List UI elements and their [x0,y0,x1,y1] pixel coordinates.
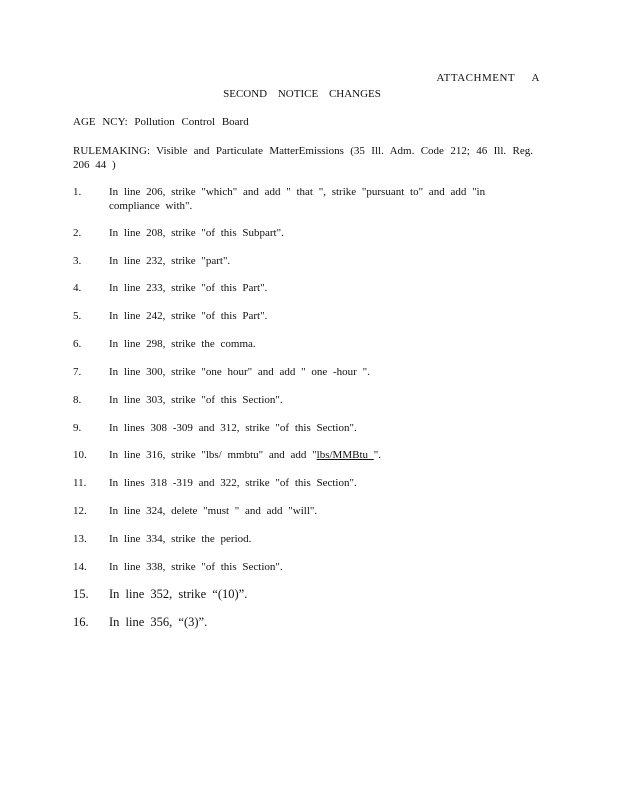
item-number: 5. [73,310,82,322]
item-text: In line 303, strike "of this Section". [109,394,283,406]
item-text: In line 208, strike "of this Subpart". [109,227,284,239]
item-text-after: ". [373,449,382,461]
item-text: In lines 308 -309 and 312, strike "of this Section". [109,422,357,434]
item-text: In line 206, strike "which" and add " that ", strike "pursuant to" and add "in compliance with". [109,186,486,212]
item-number: 3. [73,255,82,267]
item-number: 7. [73,366,82,378]
item-number: 6. [73,338,82,350]
agency-line: AGE NCY: Pollution Control Board [73,116,249,128]
item-number: 15. [73,587,89,601]
item-text: In line 334, strike the period. [109,533,252,545]
item-text: In line 338, strike "of this Section". [109,561,283,573]
item-number: 9. [73,422,82,434]
item-text: In line 242, strike "of this Part". [109,310,268,322]
item-number: 1. [73,186,82,198]
item-text [109,448,517,462]
item-text: In line 233, strike "of this Part". [109,282,268,294]
item-number: 11. [73,477,87,489]
item-text: In line 356, “(3)”. [109,615,208,629]
attachment-label: ATTACHMENT A [436,72,540,84]
item-text: In line 232, strike "part". [109,255,231,267]
item-number: 4. [73,282,82,294]
item-text: In line 298, strike the comma. [109,338,256,350]
item-text: In lines 318 -319 and 322, strike "of this Section". [109,477,357,489]
item-number: 13. [73,533,87,545]
item-number: 16. [73,615,89,629]
item-number: 10. [73,449,87,461]
item-number: 12. [73,505,87,517]
item-number: 14. [73,561,87,573]
item-number: 8. [73,394,82,406]
item-text: In line 300, strike "one hour" and add " one -hour ". [109,366,370,378]
underlined-replacement: lbs/MMBtu [316,449,374,461]
item-number: 2. [73,227,82,239]
item-text-before: In line 316, strike "lbs/ mmbtu" and add " [109,449,317,461]
document-title: SECOND NOTICE CHANGES [223,88,381,100]
item-text: In line 352, strike “(10)”. [109,587,248,601]
rulemaking-line: RULEMAKING: Visible and Particulate MatterEmissions (35 Ill. Adm. Code 212; 46 Ill. Reg. 206 44 ) [73,145,533,171]
item-text: In line 324, delete "must " and add "will". [109,505,318,517]
